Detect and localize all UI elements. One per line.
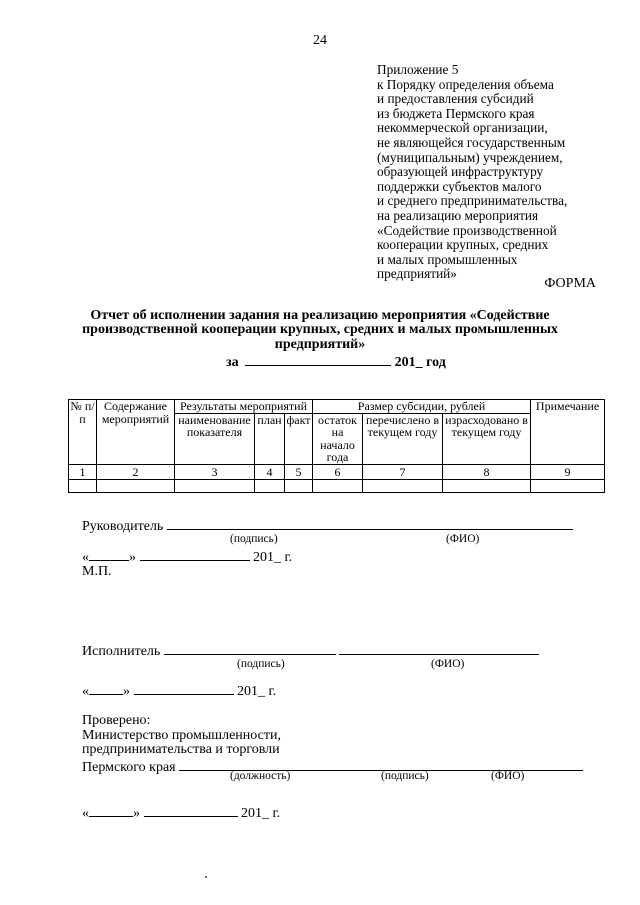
header-subsidy: Размер субсидии, рублей [313, 400, 531, 414]
executor-date [82, 682, 276, 700]
head-fio-hint: (ФИО) [446, 533, 480, 545]
header-note: Примечание [531, 400, 605, 465]
appendix-line: и среднего предпринимательства, [377, 193, 568, 209]
appendix-line: кооперации крупных, средних [377, 237, 549, 253]
scan-speck [205, 876, 207, 878]
report-title-line: производственной кооперации крупных, средних и малых промышленных [82, 322, 558, 338]
column-number: 1 [69, 464, 97, 479]
appendix-line: не являющейся государственным [377, 134, 566, 150]
appendix-line: (муниципальным) учреждением, [377, 149, 563, 165]
appendix-line: поддержки субъектов малого [377, 178, 542, 194]
period-prefix: за [226, 355, 239, 370]
column-number: 2 [97, 464, 175, 479]
executor-signature-line [82, 642, 539, 660]
head-sign-hint: (подпись) [230, 533, 278, 545]
report-title-line: предприятий» [274, 336, 366, 352]
table-cell[interactable] [285, 479, 313, 492]
executor-sign-hint: (подпись) [237, 658, 285, 670]
stamp-label: М.П. [82, 564, 112, 579]
verified-position-hint: (должность) [230, 770, 291, 782]
verified-fio-field[interactable] [467, 758, 583, 771]
verified-position-field[interactable] [179, 758, 339, 771]
verified-org-line: Пермского края [82, 759, 176, 775]
executor-label: Исполнитель [82, 644, 161, 659]
column-number: 3 [175, 464, 255, 479]
table-cell[interactable] [175, 479, 255, 492]
verified-date-day-field[interactable] [89, 804, 133, 817]
column-number: 5 [285, 464, 313, 479]
column-number: 7 [363, 464, 443, 479]
appendix-line: Приложение 5 [377, 62, 459, 77]
report-title [62, 309, 578, 352]
table-cell[interactable] [97, 479, 175, 492]
table-cell[interactable] [313, 479, 363, 492]
form-label: ФОРМА [544, 276, 596, 291]
column-number: 6 [313, 464, 363, 479]
column-number: 4 [255, 464, 285, 479]
table-cell[interactable] [69, 479, 97, 492]
appendix-line: некоммерческой организации, [377, 120, 548, 136]
date-open-quote: « [82, 684, 89, 699]
page-number: 24 [313, 33, 327, 48]
header-results: Результаты мероприятий [175, 400, 313, 414]
appendix-line: «Содействие производственной [377, 222, 557, 238]
table-row [69, 479, 605, 492]
date-close-quote: » [129, 550, 136, 565]
table-cell[interactable] [443, 479, 531, 492]
verified-org-line: Министерство промышленности, [82, 727, 281, 743]
head-date-year: 201_ г. [253, 550, 293, 565]
head-label: Руководитель [82, 519, 164, 534]
appendix-line: к Порядку определения объема [377, 76, 554, 92]
period-year: 201_ год [394, 355, 446, 370]
appendix-line: и малых промышленных [377, 251, 518, 267]
verified-block [82, 714, 583, 775]
executor-date-day-field[interactable] [89, 682, 123, 695]
verified-label: Проверено: [82, 713, 151, 728]
executor-date-month-field[interactable] [134, 682, 234, 695]
period-blank[interactable] [245, 354, 391, 366]
report-period [226, 354, 446, 371]
appendix-reference [377, 63, 567, 282]
header-balance: остаток на начало года [313, 413, 363, 464]
appendix-line: образующей инфраструктуру [377, 164, 544, 180]
table-cell[interactable] [363, 479, 443, 492]
appendix-line: на реализацию мероприятия [377, 207, 539, 223]
head-date-month-field[interactable] [140, 548, 250, 561]
header-transferred: перечислено в текущем году [363, 413, 443, 464]
executor-fio-field[interactable] [339, 642, 539, 655]
header-num: № п/п [69, 400, 97, 465]
head-date [82, 548, 292, 566]
head-signature-line [82, 517, 573, 535]
report-table [68, 399, 605, 493]
verified-fio-hint: (ФИО) [491, 770, 525, 782]
column-number: 9 [531, 464, 605, 479]
verified-date-year: 201_ г. [241, 806, 281, 821]
header-content: Содержание мероприятий [97, 400, 175, 465]
verified-date [82, 804, 280, 822]
header-plan: план [255, 413, 285, 464]
date-close-quote: » [123, 684, 130, 699]
executor-date-year: 201_ г. [237, 684, 277, 699]
head-date-day-field[interactable] [89, 548, 129, 561]
head-fio-field[interactable] [313, 517, 573, 530]
executor-fio-hint: (ФИО) [431, 658, 465, 670]
header-spent: израсходовано в текущем году [443, 413, 531, 464]
head-sign-field[interactable] [167, 517, 313, 530]
table-cell[interactable] [255, 479, 285, 492]
verified-date-month-field[interactable] [144, 804, 238, 817]
date-close-quote: » [133, 806, 140, 821]
appendix-line: и предоставления субсидий [377, 91, 534, 107]
header-indicator: наименование показателя [175, 413, 255, 464]
executor-sign-field[interactable] [164, 642, 336, 655]
report-title-line: Отчет об исполнении задания на реализацию мероприятия «Содействие [90, 308, 550, 323]
header-fact: факт [285, 413, 313, 464]
table-cell[interactable] [531, 479, 605, 492]
verified-sign-field[interactable] [339, 758, 467, 771]
date-open-quote: « [82, 806, 89, 821]
verified-sign-hint: (подпись) [381, 770, 429, 782]
appendix-line: из бюджета Пермского края [377, 105, 535, 121]
date-open-quote: « [82, 550, 89, 565]
appendix-line: предприятий» [377, 266, 457, 282]
verified-org-line: предпринимательства и торговли [82, 742, 280, 757]
column-number: 8 [443, 464, 531, 479]
